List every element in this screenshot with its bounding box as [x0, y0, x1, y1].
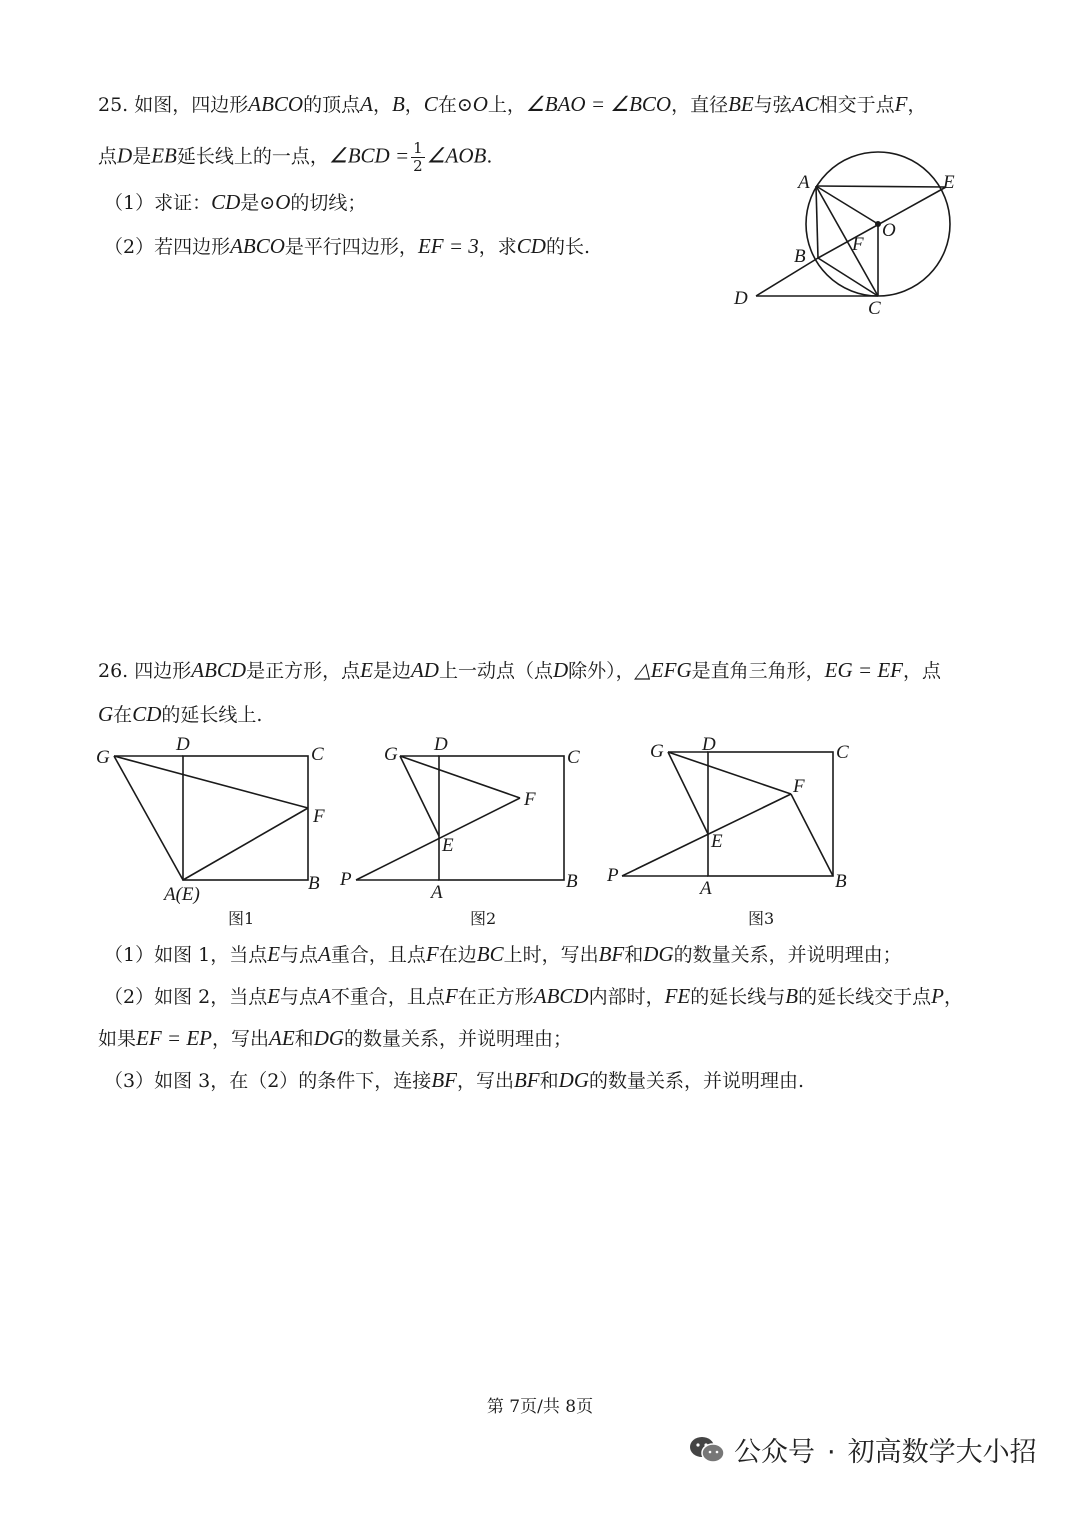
- fig3-label-c: C: [836, 742, 849, 763]
- fig2-label-c: C: [567, 747, 580, 768]
- fig1-caption: 图1: [228, 909, 255, 928]
- q26-part2b: 如果EF = EP，写出AE和DG的数量关系，并说明理由；: [98, 1026, 573, 1050]
- watermark: [688, 1430, 1037, 1473]
- fig3-label-g: G: [650, 741, 664, 762]
- fig2-label-p: P: [340, 869, 352, 890]
- figure-1: [114, 756, 308, 880]
- line-af-fig1: [183, 808, 308, 880]
- line-pf-fig3: [622, 794, 791, 876]
- fig3-label-e: E: [711, 831, 723, 852]
- fig1-label-g: G: [96, 747, 110, 768]
- figure-2: [356, 756, 564, 880]
- line-pf-fig2: [356, 798, 520, 880]
- wechat-icon: [688, 1434, 726, 1473]
- fig1-label-b: B: [308, 873, 320, 894]
- fig3-label-d: D: [702, 734, 716, 755]
- q25-line1: 25. 如图，四边形ABCO的顶点A，B，C在⊙O上，∠BAO = ∠BCO，直径BE与弦AC相交于点F，: [98, 92, 927, 116]
- fig3-label-f: F: [793, 776, 805, 797]
- fig3-caption: 图3: [748, 909, 775, 928]
- fig3-label-b: B: [835, 871, 847, 892]
- fig1-label-ae: A(E): [164, 884, 200, 905]
- fig3-label-p: P: [607, 865, 619, 886]
- label-b: B: [794, 246, 806, 267]
- line-gf-fig3: [668, 752, 791, 794]
- fraction-one-half: $\frac{1}{2}$: [413, 139, 423, 175]
- q25-part1: （1）求证：CD是⊙O的切线；: [104, 190, 367, 214]
- fig2-label-f: F: [524, 789, 536, 810]
- label-c: C: [868, 298, 881, 319]
- label-d: D: [734, 288, 748, 309]
- square-abcd-fig3: [708, 752, 833, 876]
- page-number: 第 7页/共 8页: [486, 1397, 594, 1417]
- q26-line2: G在CD的延长线上.: [98, 702, 263, 726]
- q26-part3: （3）如图 3，在（2）的条件下，连接BF，写出BF和DG的数量关系，并说明理由.: [104, 1068, 805, 1092]
- fig3-label-a: A: [700, 878, 712, 899]
- watermark-prefix: 公众号: [734, 1437, 815, 1468]
- q26-line1: 26. 四边形ABCD是正方形，点E是边AD上一动点（点D除外），△EFG是直角三角形，EG = EF，点: [98, 658, 941, 682]
- fig2-label-e: E: [442, 835, 454, 856]
- label-e: E: [943, 172, 955, 193]
- q26-part2a: （2）如图 2，当点E与点A不重合，且点F在正方形ABCD内部时，FE的延长线与B的延长线交于点P，: [104, 984, 963, 1008]
- watermark-dot: ·: [827, 1437, 836, 1468]
- q25-line2: 点D是EB延长线上的一点，∠BCD = $\frac{1}{2}$ ∠AOB.: [98, 139, 493, 175]
- figure-3: [622, 752, 833, 876]
- line-gf-fig1: [114, 756, 308, 808]
- fig1-label-c: C: [311, 744, 324, 765]
- q25-part2: （2）若四边形ABCO是平行四边形，EF = 3，求CD的长.: [104, 234, 591, 258]
- label-o: O: [882, 220, 896, 241]
- fig1-label-d: D: [176, 734, 190, 755]
- fig2-label-b: B: [566, 871, 578, 892]
- label-f: F: [852, 234, 864, 255]
- line-bf-fig3: [791, 794, 833, 876]
- q26-part1: （1）如图 1，当点E与点A重合，且点F在边BC上时，写出BF和DG的数量关系，并说明理由；: [104, 942, 902, 966]
- watermark-name: 初高数学大小招: [847, 1437, 1037, 1468]
- fig2-label-d: D: [434, 734, 448, 755]
- square-abcd-fig2: [439, 756, 564, 880]
- line-ga-fig1: [114, 756, 183, 880]
- fig1-label-f: F: [313, 806, 325, 827]
- fig2-caption: 图2: [470, 909, 497, 928]
- label-a: A: [798, 172, 810, 193]
- fig2-label-a: A: [431, 882, 443, 903]
- fig2-label-g: G: [384, 744, 398, 765]
